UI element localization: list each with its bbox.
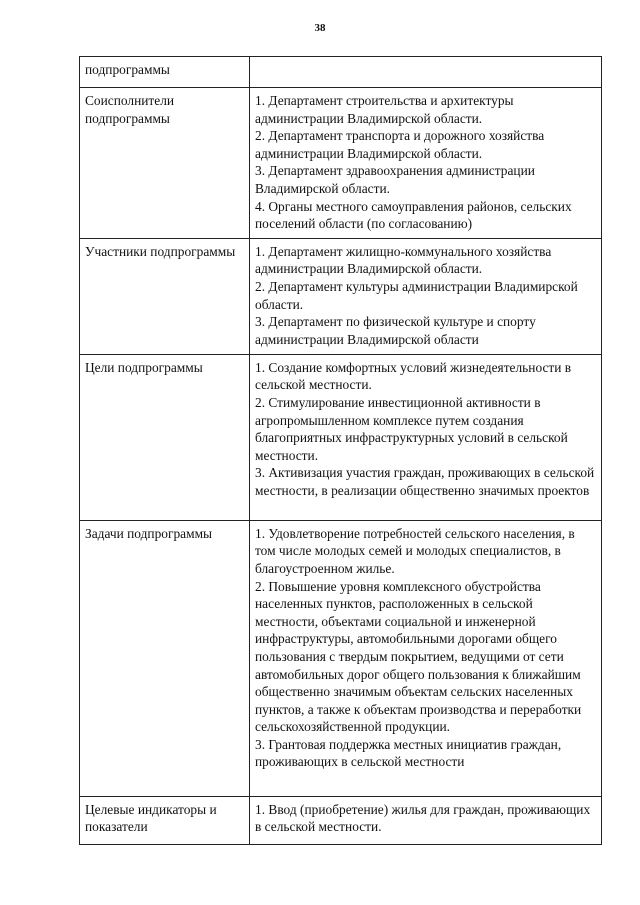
row-label: Задачи подпрограммы	[80, 520, 250, 796]
list-item: 1. Удовлетворение потребностей сельского населения, в том числе молодых семей и молодых специалистов, в благоустроенном жилье.	[255, 525, 575, 576]
list-item: 4. Органы местного самоуправления районов, сельских поселений области (по согласованию)	[255, 198, 572, 232]
list-item: 1. Департамент строительства и архитектуры администрации Владимирской области.	[255, 93, 514, 126]
list-item: 1. Создание комфортных условий жизнедеятельности в сельской местности.	[255, 359, 572, 393]
row-content	[250, 796, 602, 844]
page-number: 38	[314, 22, 326, 34]
table-row	[80, 238, 602, 354]
subprogram-passport-table	[79, 56, 602, 845]
row-label: Участники подпрограммы	[80, 238, 250, 354]
row-label: Соисполнители подпрограммы	[80, 88, 250, 239]
list-item: 3. Департамент по физической культуре и спорту администрации Владимирской области	[255, 314, 536, 347]
row-content	[250, 57, 602, 88]
list-item: 3. Грантовая поддержка местных инициатив граждан, проживающих в сельской местности	[255, 736, 562, 770]
row-label: Цели подпрограммы	[80, 354, 250, 520]
list-item: 2. Департамент культуры администрации Владимирской области.	[255, 278, 578, 312]
row-content	[250, 238, 602, 354]
row-label: Целевые индикаторы и показатели	[80, 796, 250, 844]
table-row	[80, 354, 602, 520]
list-item: 2. Повышение уровня комплексного обустройства населенных пунктов, расположенных в сельской местности, объектами социальной и инженерной инфраструктуры, автомобильными дорогами общего пользования с твердым покрытием, ведущими от сети автомобильных дорог общего пользования к ближайшим общественно значимым объектам сельских населенных пунктов, а также к объектам производства и переработки сельскохозяйственной продукции.	[255, 578, 582, 735]
list-item: 3. Активизация участия граждан, проживающих в сельской местности, в реализации общественно значимых проектов	[255, 465, 595, 498]
row-content	[250, 354, 602, 520]
list-item: 2. Стимулирование инвестиционной активности в агропромышленном комплексе путем создания благоприятных инфраструктурных условий в сельской местности.	[255, 394, 568, 463]
table-row	[80, 57, 602, 88]
row-content	[250, 88, 602, 239]
list-item: 3. Департамент здравоохранения администрации Владимирской области.	[255, 163, 535, 196]
table-row	[80, 520, 602, 796]
table-row	[80, 88, 602, 239]
list-item: 1. Ввод (приобретение) жилья для граждан, проживающих в сельской местности.	[255, 801, 591, 835]
row-label: подпрограммы	[80, 57, 250, 88]
list-item: 2. Департамент транспорта и дорожного хозяйства администрации Владимирской области.	[255, 128, 545, 161]
row-content	[250, 520, 602, 796]
table-row	[80, 796, 602, 844]
list-item: 1. Департамент жилищно-коммунального хозяйства администрации Владимирской области.	[255, 243, 552, 277]
